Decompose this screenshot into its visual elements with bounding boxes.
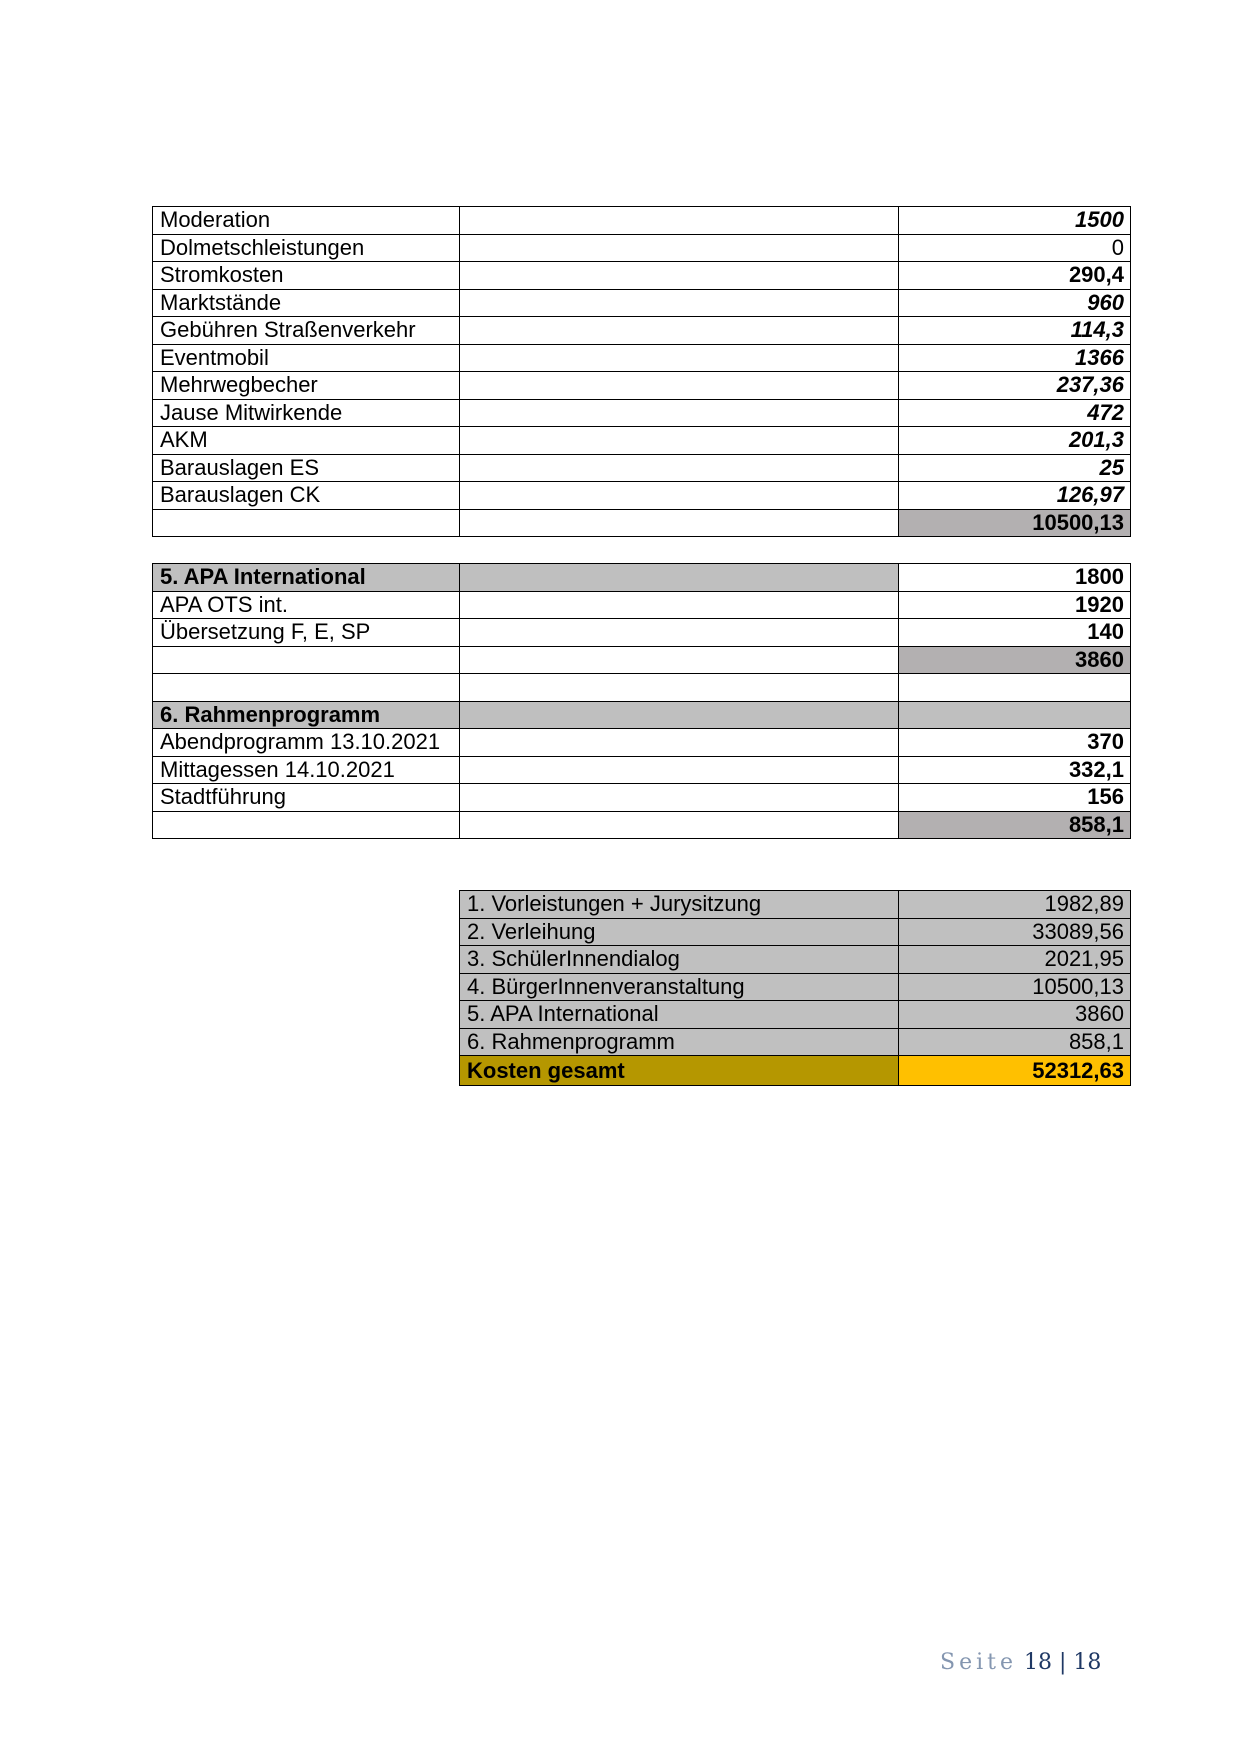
summary-row bbox=[460, 946, 1131, 974]
row-value: 237,36 bbox=[899, 372, 1131, 400]
table-row bbox=[153, 427, 1131, 455]
empty-cell bbox=[460, 372, 899, 400]
row-label: Abendprogramm 13.10.2021 bbox=[153, 729, 460, 757]
row-label: Stadtführung bbox=[153, 784, 460, 812]
summary-row bbox=[460, 918, 1131, 946]
summary-value: 2021,95 bbox=[899, 946, 1131, 974]
spacer-row bbox=[153, 674, 1131, 702]
empty-cell bbox=[460, 811, 899, 839]
row-value: 25 bbox=[899, 454, 1131, 482]
row-label: Mehrwegbecher bbox=[153, 372, 460, 400]
summary-value: 3860 bbox=[899, 1001, 1131, 1029]
row-value: 960 bbox=[899, 289, 1131, 317]
summary-row bbox=[460, 973, 1131, 1001]
row-label: Moderation bbox=[153, 207, 460, 235]
row-label: Gebühren Straßenverkehr bbox=[153, 317, 460, 345]
row-label: Jause Mitwirkende bbox=[153, 399, 460, 427]
summary-label: 1. Vorleistungen + Jurysitzung bbox=[460, 891, 899, 919]
grand-total-label: Kosten gesamt bbox=[460, 1056, 899, 1086]
summary-label: 6. Rahmenprogramm bbox=[460, 1028, 899, 1056]
total-row bbox=[153, 509, 1131, 537]
empty-cell bbox=[460, 646, 899, 674]
row-value: 370 bbox=[899, 729, 1131, 757]
table-row bbox=[153, 344, 1131, 372]
empty-cell bbox=[460, 399, 899, 427]
summary-value: 858,1 bbox=[899, 1028, 1131, 1056]
row-label: Barauslagen CK bbox=[153, 482, 460, 510]
empty-cell bbox=[153, 674, 460, 702]
empty-cell bbox=[460, 784, 899, 812]
summary-table bbox=[459, 890, 1131, 1086]
row-value: 126,97 bbox=[899, 482, 1131, 510]
grand-total-row bbox=[460, 1056, 1131, 1086]
page-word: Seite bbox=[940, 1650, 1017, 1675]
summary-row bbox=[460, 1001, 1131, 1029]
summary-row bbox=[460, 1028, 1131, 1056]
total-row bbox=[153, 811, 1131, 839]
summary-label: 5. APA International bbox=[460, 1001, 899, 1029]
section-heading-row bbox=[153, 564, 1131, 592]
empty-cell bbox=[460, 482, 899, 510]
row-label: Mittagessen 14.10.2021 bbox=[153, 756, 460, 784]
row-value: 472 bbox=[899, 399, 1131, 427]
empty-cell bbox=[460, 207, 899, 235]
table-row bbox=[153, 317, 1131, 345]
grand-total-value: 52312,63 bbox=[899, 1056, 1131, 1086]
section-heading: 5. APA International bbox=[153, 564, 460, 592]
row-value: 0 bbox=[899, 234, 1131, 262]
table-row bbox=[153, 619, 1131, 647]
empty-cell bbox=[153, 509, 460, 537]
row-value: 201,3 bbox=[899, 427, 1131, 455]
row-label: Barauslagen ES bbox=[153, 454, 460, 482]
row-value: 1800 bbox=[899, 564, 1131, 592]
empty-cell bbox=[460, 427, 899, 455]
summary-value: 33089,56 bbox=[899, 918, 1131, 946]
table-row bbox=[153, 756, 1131, 784]
row-value: 1920 bbox=[899, 591, 1131, 619]
empty-cell bbox=[153, 811, 460, 839]
empty-cell bbox=[460, 509, 899, 537]
section-heading: 6. Rahmenprogramm bbox=[153, 701, 460, 729]
page-separator: | bbox=[1059, 1650, 1067, 1675]
row-label: AKM bbox=[153, 427, 460, 455]
empty-cell bbox=[460, 344, 899, 372]
costs-table-section-4 bbox=[152, 206, 1131, 537]
row-value: 140 bbox=[899, 619, 1131, 647]
row-value: 290,4 bbox=[899, 262, 1131, 290]
section-heading-row bbox=[153, 701, 1131, 729]
row-label: Übersetzung F, E, SP bbox=[153, 619, 460, 647]
empty-cell bbox=[460, 674, 899, 702]
page-current: 18 bbox=[1024, 1650, 1052, 1675]
empty-cell bbox=[460, 234, 899, 262]
summary-value: 10500,13 bbox=[899, 973, 1131, 1001]
table-row bbox=[153, 289, 1131, 317]
row-value: 156 bbox=[899, 784, 1131, 812]
row-label: Marktstände bbox=[153, 289, 460, 317]
table-row bbox=[153, 591, 1131, 619]
summary-label: 3. SchülerInnendialog bbox=[460, 946, 899, 974]
page-total: 18 bbox=[1073, 1650, 1102, 1675]
row-label: Eventmobil bbox=[153, 344, 460, 372]
empty-cell bbox=[899, 674, 1131, 702]
costs-table-sections-5-6 bbox=[152, 563, 1131, 839]
subtotal-value: 3860 bbox=[899, 646, 1131, 674]
table-row bbox=[153, 454, 1131, 482]
table-row bbox=[153, 207, 1131, 235]
total-row bbox=[153, 646, 1131, 674]
empty-cell bbox=[899, 701, 1131, 729]
empty-cell bbox=[460, 317, 899, 345]
table-row bbox=[153, 729, 1131, 757]
empty-cell bbox=[153, 646, 460, 674]
row-label: Dolmetschleistungen bbox=[153, 234, 460, 262]
row-label: APA OTS int. bbox=[153, 591, 460, 619]
subtotal-value: 858,1 bbox=[899, 811, 1131, 839]
empty-cell bbox=[460, 564, 899, 592]
row-label: Stromkosten bbox=[153, 262, 460, 290]
empty-cell bbox=[460, 756, 899, 784]
table-row bbox=[153, 372, 1131, 400]
summary-label: 4. BürgerInnenveranstaltung bbox=[460, 973, 899, 1001]
empty-cell bbox=[460, 262, 899, 290]
summary-label: 2. Verleihung bbox=[460, 918, 899, 946]
row-value: 332,1 bbox=[899, 756, 1131, 784]
empty-cell bbox=[460, 701, 899, 729]
empty-cell bbox=[460, 729, 899, 757]
empty-cell bbox=[460, 591, 899, 619]
table-row bbox=[153, 262, 1131, 290]
row-value: 114,3 bbox=[899, 317, 1131, 345]
summary-row bbox=[460, 891, 1131, 919]
page-number-footer bbox=[940, 1650, 1101, 1675]
empty-cell bbox=[460, 289, 899, 317]
table-row bbox=[153, 784, 1131, 812]
table-row bbox=[153, 482, 1131, 510]
table-row bbox=[153, 234, 1131, 262]
empty-cell bbox=[460, 454, 899, 482]
subtotal-value: 10500,13 bbox=[899, 509, 1131, 537]
empty-cell bbox=[460, 619, 899, 647]
summary-value: 1982,89 bbox=[899, 891, 1131, 919]
table-row bbox=[153, 399, 1131, 427]
row-value: 1500 bbox=[899, 207, 1131, 235]
row-value: 1366 bbox=[899, 344, 1131, 372]
